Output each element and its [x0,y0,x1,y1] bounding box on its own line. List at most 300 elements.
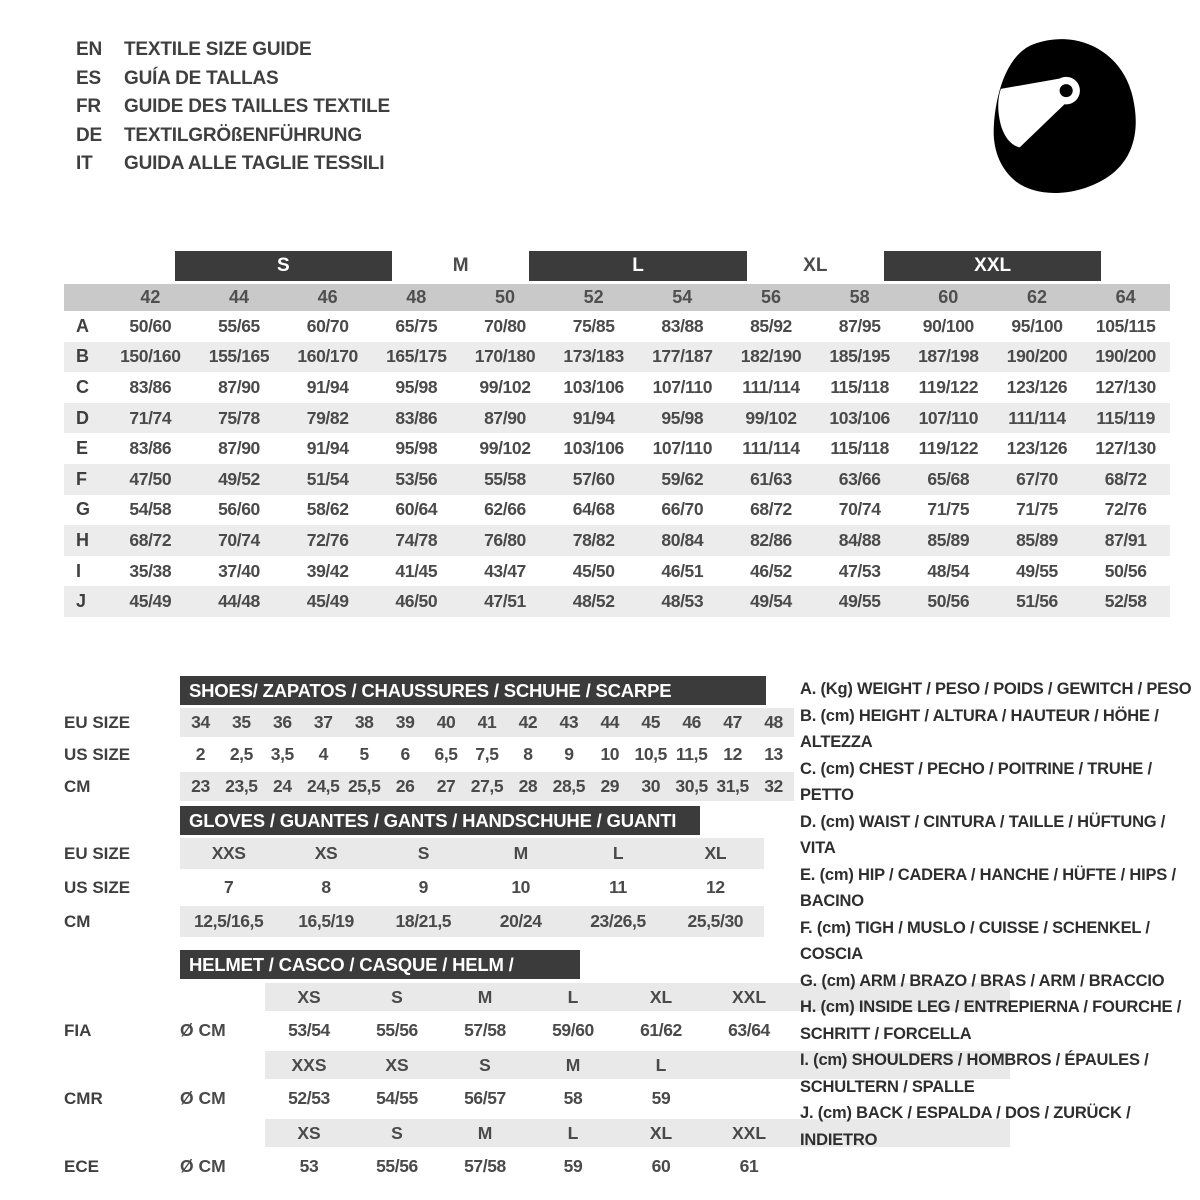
helmet-size-label: M [477,986,493,1007]
helmet-standard-label: FIA [64,1020,92,1040]
size-value: 6 [400,744,410,764]
helmet-size-label: XXL [731,1122,767,1143]
racing-helmet-icon [975,26,1147,200]
measurement-value: 65/68 [927,468,970,489]
measurement-value: 37/40 [218,560,260,581]
size-value: 23,5 [225,776,258,796]
size-value: 9 [564,744,574,764]
helmet-size-label: L [567,1122,579,1143]
size-value: 4 [318,744,328,764]
legend-item: G. (cm) ARM / BRAZO / BRAS / ARM / BRACCIO [800,971,1165,990]
measurement-value: 105/115 [1095,315,1156,336]
shoes-table-title: SHOES/ ZAPATOS / CHAUSSURES / SCHUHE / SCARPE [180,676,766,705]
size-value: XXS [211,843,246,863]
helmet-size-label: M [565,1054,581,1075]
measurement-value: 46/52 [750,560,792,581]
size-value: 25,5 [347,776,381,796]
measurement-value: 119/122 [918,438,979,459]
measurement-value: 87/95 [838,315,881,336]
measurement-value: 85/92 [750,315,792,336]
measurement-value: 56/60 [218,499,260,520]
language-list [76,36,390,179]
helmet-table-title: HELMET / CASCO / CASQUE / HELM / CASCO [180,950,580,979]
measurement-value: 50/56 [1104,560,1147,581]
helmet-size-value: 57/58 [464,1156,506,1176]
measurement-value: 170/180 [474,346,536,367]
measurement-value: 74/78 [395,529,438,550]
language-row [76,65,390,94]
helmet-size-value: 61 [739,1156,759,1176]
measurement-row [64,342,1170,373]
measurement-row [64,311,1170,342]
measurement-value: 107/110 [652,376,713,397]
size-value: 30 [641,776,661,796]
size-row [64,708,794,737]
size-value: L [612,843,624,863]
language-title: GUÍA DE TALLAS [124,67,279,89]
helmet-size-label: XL [649,1122,673,1143]
measurement-value: 71/75 [1016,499,1058,520]
measurement-value: 187/198 [918,346,979,367]
measurement-value: 43/47 [484,560,526,581]
size-value: 46 [682,712,701,732]
language-code: DE [76,124,102,146]
measurement-value: 66/70 [661,499,704,520]
measurement-row [64,586,1170,617]
measurement-value: 59/62 [661,468,704,489]
size-row-values [180,708,794,737]
measurement-value: 99/102 [479,438,531,459]
size-value: 9 [418,877,428,897]
size-value: 12,5/16,5 [193,911,264,931]
measurement-value: 61/63 [750,468,792,489]
measurement-value: 72/76 [306,529,349,550]
size-row-label: EU SIZE [64,843,131,863]
numeric-size: 56 [760,287,781,307]
measurement-value: 49/52 [218,468,260,489]
measurement-value: 84/88 [838,529,881,550]
language-code: EN [76,39,102,60]
measurement-value: 39/42 [306,560,349,581]
size-group-l: L [529,251,746,281]
legend-item: J. (cm) BACK / ESPALDA / DOS / ZURÜCK / INDIETRO [800,1104,1131,1149]
helmet-size-label: L [567,986,579,1007]
measurement-value: 76/80 [484,529,526,550]
legend-item: E. (cm) HIP / CADERA / HANCHE / HÜFTE / HIPS / BACINO [800,865,1176,910]
measurement-value: 150/160 [120,346,181,367]
size-value: 10,5 [634,744,667,764]
measurement-row [64,495,1170,526]
measurement-row [64,556,1170,587]
helmet-size-label: S [479,1054,491,1075]
apparel-size-table [64,251,1170,617]
measurement-value: 182/190 [740,346,802,367]
size-value: 24,5 [307,776,340,796]
size-value: 43 [559,712,579,732]
size-value: 36 [272,712,292,732]
helmet-size-label: XL [649,986,673,1007]
helmet-size-value: 61/62 [640,1020,682,1040]
measurement-value: 41/45 [395,560,438,581]
size-row-label: CM [64,911,91,931]
measurement-value: 68/72 [750,499,792,520]
measurement-value: 123/126 [1006,438,1068,459]
numeric-size: 52 [583,287,604,307]
size-value: 37 [313,712,333,732]
numeric-size: 50 [494,287,515,307]
size-row [64,772,794,801]
size-row-values [180,838,764,869]
measurement-value: 51/54 [306,468,349,489]
measurement-value: 48/52 [572,591,615,612]
measurement-value: 127/130 [1095,376,1156,397]
helmet-standard-row [64,1150,1010,1183]
helmet-size-value: 56/57 [464,1088,506,1108]
measurement-letter: B [76,346,89,367]
measurement-value: 68/72 [1104,468,1147,489]
size-value: 34 [191,712,210,732]
size-value: 12 [723,744,742,764]
size-value: 47 [723,712,742,732]
measurement-value: 95/98 [661,407,704,428]
helmet-size-value: 54/55 [376,1088,418,1108]
size-value: 31,5 [716,776,749,796]
legend-item: C. (cm) CHEST / PECHO / POITRINE / TRUHE / PETTO [800,759,1152,804]
measurement-value: 87/90 [218,376,260,397]
measurement-value: 190/200 [1095,346,1156,367]
shoes-size-table [64,676,794,801]
helmet-unit-label: Ø CM [180,1020,226,1040]
measurement-letter: C [76,376,89,397]
size-value: 45 [641,712,661,732]
measurement-row [64,433,1170,464]
measurement-value: 177/187 [652,346,713,367]
measurement-value: 82/86 [750,529,792,550]
measurement-value: 51/56 [1016,591,1058,612]
measurement-row [64,525,1170,556]
measurement-value: 90/100 [922,315,974,336]
measurement-value: 173/183 [563,346,624,367]
measurement-value: 111/114 [1008,407,1066,428]
size-row-values [180,772,794,801]
size-value: 35 [232,712,251,732]
size-value: 3,5 [270,744,294,764]
helmet-standard-label: ECE [64,1156,99,1176]
size-value: 28 [518,776,538,796]
size-value: 5 [359,744,369,764]
helmet-size-label: XS [297,986,321,1007]
size-value: 16,5/19 [298,911,354,931]
size-value: 41 [477,712,497,732]
size-value: 27,5 [470,776,504,796]
helmet-size-value: 53 [299,1156,319,1176]
measurement-value: 87/90 [484,407,526,428]
language-row [76,150,390,179]
size-value: 30,5 [675,776,708,796]
size-row-label: US SIZE [64,744,131,764]
size-value: 44 [600,712,620,732]
language-title: GUIDE DES TAILLES TEXTILE [124,96,390,118]
size-row-label: US SIZE [64,877,131,897]
measurement-value: 47/53 [838,560,881,581]
measurement-value: 111/114 [742,438,800,459]
size-row-values [180,906,764,937]
helmet-unit-label: Ø CM [180,1088,226,1108]
helmet-size-value: 59/60 [552,1020,594,1040]
measurement-value: 71/75 [927,499,970,520]
legend-item: H. (cm) INSIDE LEG / ENTREPIERNA / FOURCHE / SCHRITT / FORCELLA [800,998,1182,1043]
measurement-value: 99/102 [745,407,797,428]
helmet-size-label: XS [385,1054,409,1075]
measurement-value: 85/89 [927,529,970,550]
size-value: 28,5 [552,776,586,796]
size-value: 6,5 [434,744,458,764]
measurement-value: 35/38 [129,560,172,581]
helmet-size-label: XS [297,1122,321,1143]
measurement-value: 62/66 [484,499,526,520]
measurement-value: 115/118 [830,376,889,397]
size-value: 29 [600,776,620,796]
measurement-value: 83/88 [661,315,704,336]
measurement-value: 60/64 [395,499,438,520]
measurement-value: 155/165 [208,346,270,367]
size-row-label: EU SIZE [64,712,131,732]
size-row [64,872,764,903]
size-value: XL [704,843,727,863]
size-value: 12 [705,877,725,897]
helmet-size-label: XXL [731,986,767,1007]
size-value: 24 [272,776,292,796]
measurement-value: 115/118 [830,438,889,459]
measurement-value: 111/114 [742,376,800,397]
measurement-value: 83/86 [129,438,172,459]
helmet-size-value: 58 [563,1088,583,1108]
size-value: 32 [764,776,783,796]
gloves-table-rows [64,838,764,937]
size-value: M [513,843,528,863]
legend-item: A. (Kg) WEIGHT / PESO / POIDS / GEWITCH / PESO [800,680,1192,698]
measurement-value: 46/51 [661,560,704,581]
helmet-size-value: 60 [651,1156,671,1176]
numeric-size: 58 [849,287,870,307]
language-code: FR [76,96,101,118]
measurement-value: 95/100 [1011,315,1063,336]
helmet-size-label: S [391,986,403,1007]
measurement-value: 48/53 [661,591,704,612]
size-value: 20/24 [499,911,542,931]
language-title: TEXTILGRÖßENFÜHRUNG [124,124,362,146]
measurement-letter: J [76,591,87,612]
measurement-value: 103/106 [829,407,890,428]
gloves-table-title: GLOVES / GUANTES / GANTS / HANDSCHUHE / GUANTI [180,806,700,835]
size-value: 26 [395,776,415,796]
language-row [76,122,390,151]
measurement-value: 50/60 [129,315,172,336]
measurement-value: 70/74 [218,529,260,550]
size-value: 18/21,5 [395,911,452,931]
size-value: 10 [511,877,530,897]
measurement-value: 65/75 [395,315,438,336]
measurement-letter: D [76,407,89,428]
helmet-size-label: L [655,1054,667,1075]
size-value: 7,5 [475,744,499,764]
apparel-size-table-body [64,311,1170,617]
measurement-letter: E [76,438,89,459]
measurement-value: 64/68 [572,499,615,520]
measurement-value: 91/94 [306,376,349,397]
measurement-letter: F [76,468,87,489]
legend-item: B. (cm) HEIGHT / ALTURA / HAUTEUR / HÖHE / ALTEZZA [800,706,1159,751]
measurement-letter: H [76,529,89,550]
measurement-value: 87/90 [218,438,260,459]
measurement-value: 71/74 [129,407,172,428]
measurement-value: 127/130 [1095,438,1156,459]
measurement-value: 75/85 [572,315,615,336]
measurement-value: 123/126 [1006,376,1068,397]
measurement-row [64,464,1170,495]
size-value: 48 [764,712,783,732]
numeric-size: 60 [938,287,959,307]
size-group-s: S [175,251,392,281]
measurement-value: 185/195 [829,346,890,367]
size-value: 23/26,5 [590,911,646,931]
size-value: S [417,843,429,863]
measurement-value: 70/74 [838,499,881,520]
helmet-standard-label: CMR [64,1088,103,1108]
size-group-xxl: XXL [884,251,1101,281]
measurement-value: 67/70 [1016,468,1058,489]
size-row-label: CM [64,776,91,796]
measurement-value: 46/50 [395,591,438,612]
measurement-value: 99/102 [479,376,531,397]
helmet-size-label: M [477,1122,493,1143]
measurement-value: 91/94 [306,438,349,459]
measurement-value: 87/91 [1104,529,1147,550]
size-value: 7 [223,877,234,897]
size-group-m: M [452,255,469,276]
size-value: 27 [436,776,456,796]
measurement-legend [800,676,1200,1153]
size-group-xl: XL [803,255,828,276]
measurement-value: 68/72 [129,529,172,550]
size-value: 23 [191,776,210,796]
shoes-table-rows [64,708,794,801]
measurement-value: 55/65 [218,315,260,336]
size-value: 13 [764,744,783,764]
measurement-letter: I [76,560,82,581]
size-value: 38 [354,712,374,732]
size-value: 25,5/30 [687,911,744,931]
numeric-size: 42 [140,287,161,307]
language-title: TEXTILE SIZE GUIDE [124,39,312,60]
size-value: 40 [436,712,456,732]
measurement-value: 83/86 [395,407,438,428]
measurement-value: 75/78 [218,407,260,428]
measurement-value: 49/54 [750,591,792,612]
measurement-value: 49/55 [1016,560,1058,581]
measurement-value: 47/51 [484,591,526,612]
measurement-value: 53/56 [395,468,438,489]
size-row [64,838,764,869]
measurement-value: 45/49 [306,591,349,612]
size-value: 2,5 [229,744,253,764]
helmet-size-value: 59 [563,1156,583,1176]
language-row [76,93,390,122]
measurement-value: 54/58 [129,499,172,520]
measurement-value: 165/175 [386,346,447,367]
measurement-value: 60/70 [306,315,349,336]
language-row [76,36,390,65]
size-value: 2 [195,744,206,764]
helmet-unit-label: Ø CM [180,1156,226,1176]
size-value: 42 [518,712,538,732]
measurement-value: 47/50 [129,468,172,489]
legend-item: D. (cm) WAIST / CINTURA / TAILLE / HÜFTUNG / VITA [800,812,1166,857]
legend-item: I. (cm) SHOULDERS / HOMBROS / ÉPAULES / SCHULTERN / SPALLE [800,1051,1149,1096]
measurement-value: 190/200 [1006,346,1068,367]
size-value: 8 [523,744,533,764]
numeric-size-row [64,284,1170,311]
legend-item: F. (cm) TIGH / MUSLO / CUISSE / SCHENKEL / COSCIA [800,918,1150,963]
measurement-value: 85/89 [1016,529,1058,550]
language-code: ES [76,67,101,89]
measurement-letter: A [76,315,89,336]
measurement-value: 80/84 [661,529,704,550]
measurement-letter: G [76,499,91,520]
size-row [64,906,764,937]
measurement-row [64,372,1170,403]
measurement-value: 83/86 [129,376,172,397]
measurement-value: 107/110 [652,438,713,459]
size-row-values [180,872,764,903]
numeric-size: 62 [1026,287,1047,307]
measurement-value: 115/119 [1096,407,1155,428]
measurement-value: 49/55 [838,591,881,612]
measurement-value: 45/50 [572,560,615,581]
size-row-values [180,740,794,769]
size-value: XS [314,843,338,863]
numeric-size: 46 [317,287,338,307]
helmet-size-value: 63/64 [728,1020,770,1040]
measurement-value: 58/62 [306,499,349,520]
numeric-size: 48 [406,287,427,307]
helmet-size-label: XXS [291,1054,327,1075]
language-code: IT [76,153,93,175]
numeric-size: 64 [1115,287,1136,307]
measurement-value: 63/66 [838,468,881,489]
helmet-size-value: 52/53 [288,1088,330,1108]
measurement-row [64,403,1170,434]
measurement-value: 91/94 [572,407,615,428]
measurement-value: 95/98 [395,376,438,397]
size-row [64,740,794,769]
measurement-value: 57/60 [572,468,615,489]
numeric-size: 54 [672,287,693,307]
helmet-size-value: 57/58 [464,1020,506,1040]
helmet-size-label: S [391,1122,403,1143]
measurement-value: 55/58 [484,468,526,489]
measurement-value: 107/110 [918,407,979,428]
measurement-value: 44/48 [218,591,260,612]
measurement-value: 52/58 [1104,591,1147,612]
measurement-value: 103/106 [563,438,624,459]
numeric-size: 44 [228,287,249,307]
size-group-row [64,251,1170,281]
measurement-value: 95/98 [395,438,438,459]
measurement-value: 78/82 [572,529,615,550]
size-value: 11 [609,877,627,897]
measurement-value: 72/76 [1104,499,1147,520]
